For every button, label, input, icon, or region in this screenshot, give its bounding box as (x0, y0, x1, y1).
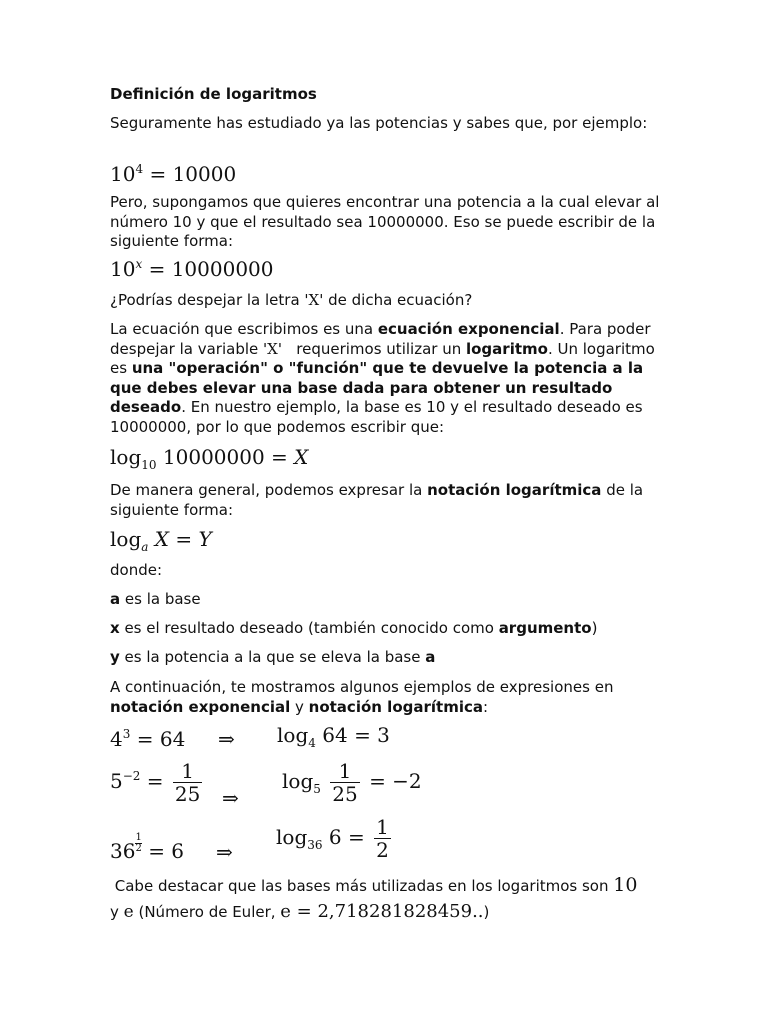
eq1-rhs: = 10000 (149, 162, 237, 186)
intro-paragraph: Seguramente has estudiado ya las potencias y sabes que, por ejemplo: (110, 114, 648, 132)
general-notation-paragraph: De manera general, podemos expresar la notación logarítmica de la siguiente forma: (110, 481, 644, 519)
equation-log10: $\log_{10} 10000000 = X$ (110, 445, 309, 472)
logarithm-definition: una "operación" o "función" que te devuelve la potencia a la que debes elevar una base dada para obtener un resultado deseado (110, 359, 644, 416)
implies-arrow-2: ⇒ (222, 786, 239, 810)
eq2-rhs: = 10000000 (148, 257, 274, 281)
page-title: Definición de logaritmos (110, 85, 317, 103)
example2-logarithmic: $\log_5$ $\frac{1}{25}$ = −2 (282, 759, 422, 806)
example3-logarithmic: $\log_{36} 6$ = $\frac{1}{2}$ (276, 815, 389, 862)
definition-x: x es el resultado deseado (también conocido como argumento) (110, 619, 598, 637)
eq2-exponent: x (135, 257, 143, 271)
example1-exponential: $4^3 = 64$ (110, 727, 186, 751)
definition-paragraph: La ecuación que escribimos es una ecuación exponencial. Para poder despejar la variable 'X' requerimos utilizar un logaritmo. Un logaritmo es una "operación" o "función" que te devuelve la potencia a la que debes elevar una base dada para obtener un resultado deseado. En nuestro ejemplo, la base es 10 y el resultado deseado es 10000000, por lo que podemos escribir que: (110, 320, 655, 436)
term-logarithm: logaritmo (465, 339, 548, 358)
term-log-notation: notación logarítmica (427, 481, 602, 499)
closing-paragraph: Cabe destacar que las bases más utilizadas en los logaritmos son 10 y e (Número de Euler, e = 2,718281828459..) (110, 874, 638, 922)
eq2-base: 10 (110, 257, 136, 281)
equation-power-10-4 (110, 162, 237, 189)
eq1-exponent: 4 (135, 162, 144, 176)
definition-y: y es la potencia a la que se eleva la base a (110, 648, 436, 666)
example3-exponential: 36 $\frac{1}{2}$ = 6 (110, 832, 185, 863)
term-exponential-equation: ecuación exponencial (377, 320, 560, 338)
examples-intro: A continuación, te mostramos algunos ejemplos de expresiones en notación exponencial y notación logarítmica: (110, 678, 614, 716)
implies-arrow-3: ⇒ (216, 840, 233, 864)
variable-x: X (308, 291, 320, 309)
eq1-base: 10 (110, 162, 136, 186)
euler-value: e = 2,718281828459.. (280, 901, 484, 922)
example1-logarithmic: $\log_4 64 = 3$ (277, 723, 390, 750)
example2-exponential: $5^{-2}$ = $\frac{1}{25}$ (110, 759, 201, 806)
implies-arrow-1: ⇒ (218, 727, 235, 751)
base-10: 10 (613, 874, 638, 896)
question-paragraph: ¿Podrías despejar la letra 'X' de dicha ecuación? (110, 291, 473, 309)
donde-label: donde: (110, 561, 163, 579)
equation-log-general: $\log_a X = Y$ (110, 527, 212, 554)
paragraph-power-question: Pero, supongamos que quieres encontrar una potencia a la cual elevar al número 10 y que el resultado sea 10000000. Eso se puede escribir de la siguiente forma: (110, 193, 660, 250)
equation-power-10-x (110, 257, 274, 284)
definition-a: a es la base (110, 590, 201, 608)
euler-e: e (123, 902, 134, 922)
